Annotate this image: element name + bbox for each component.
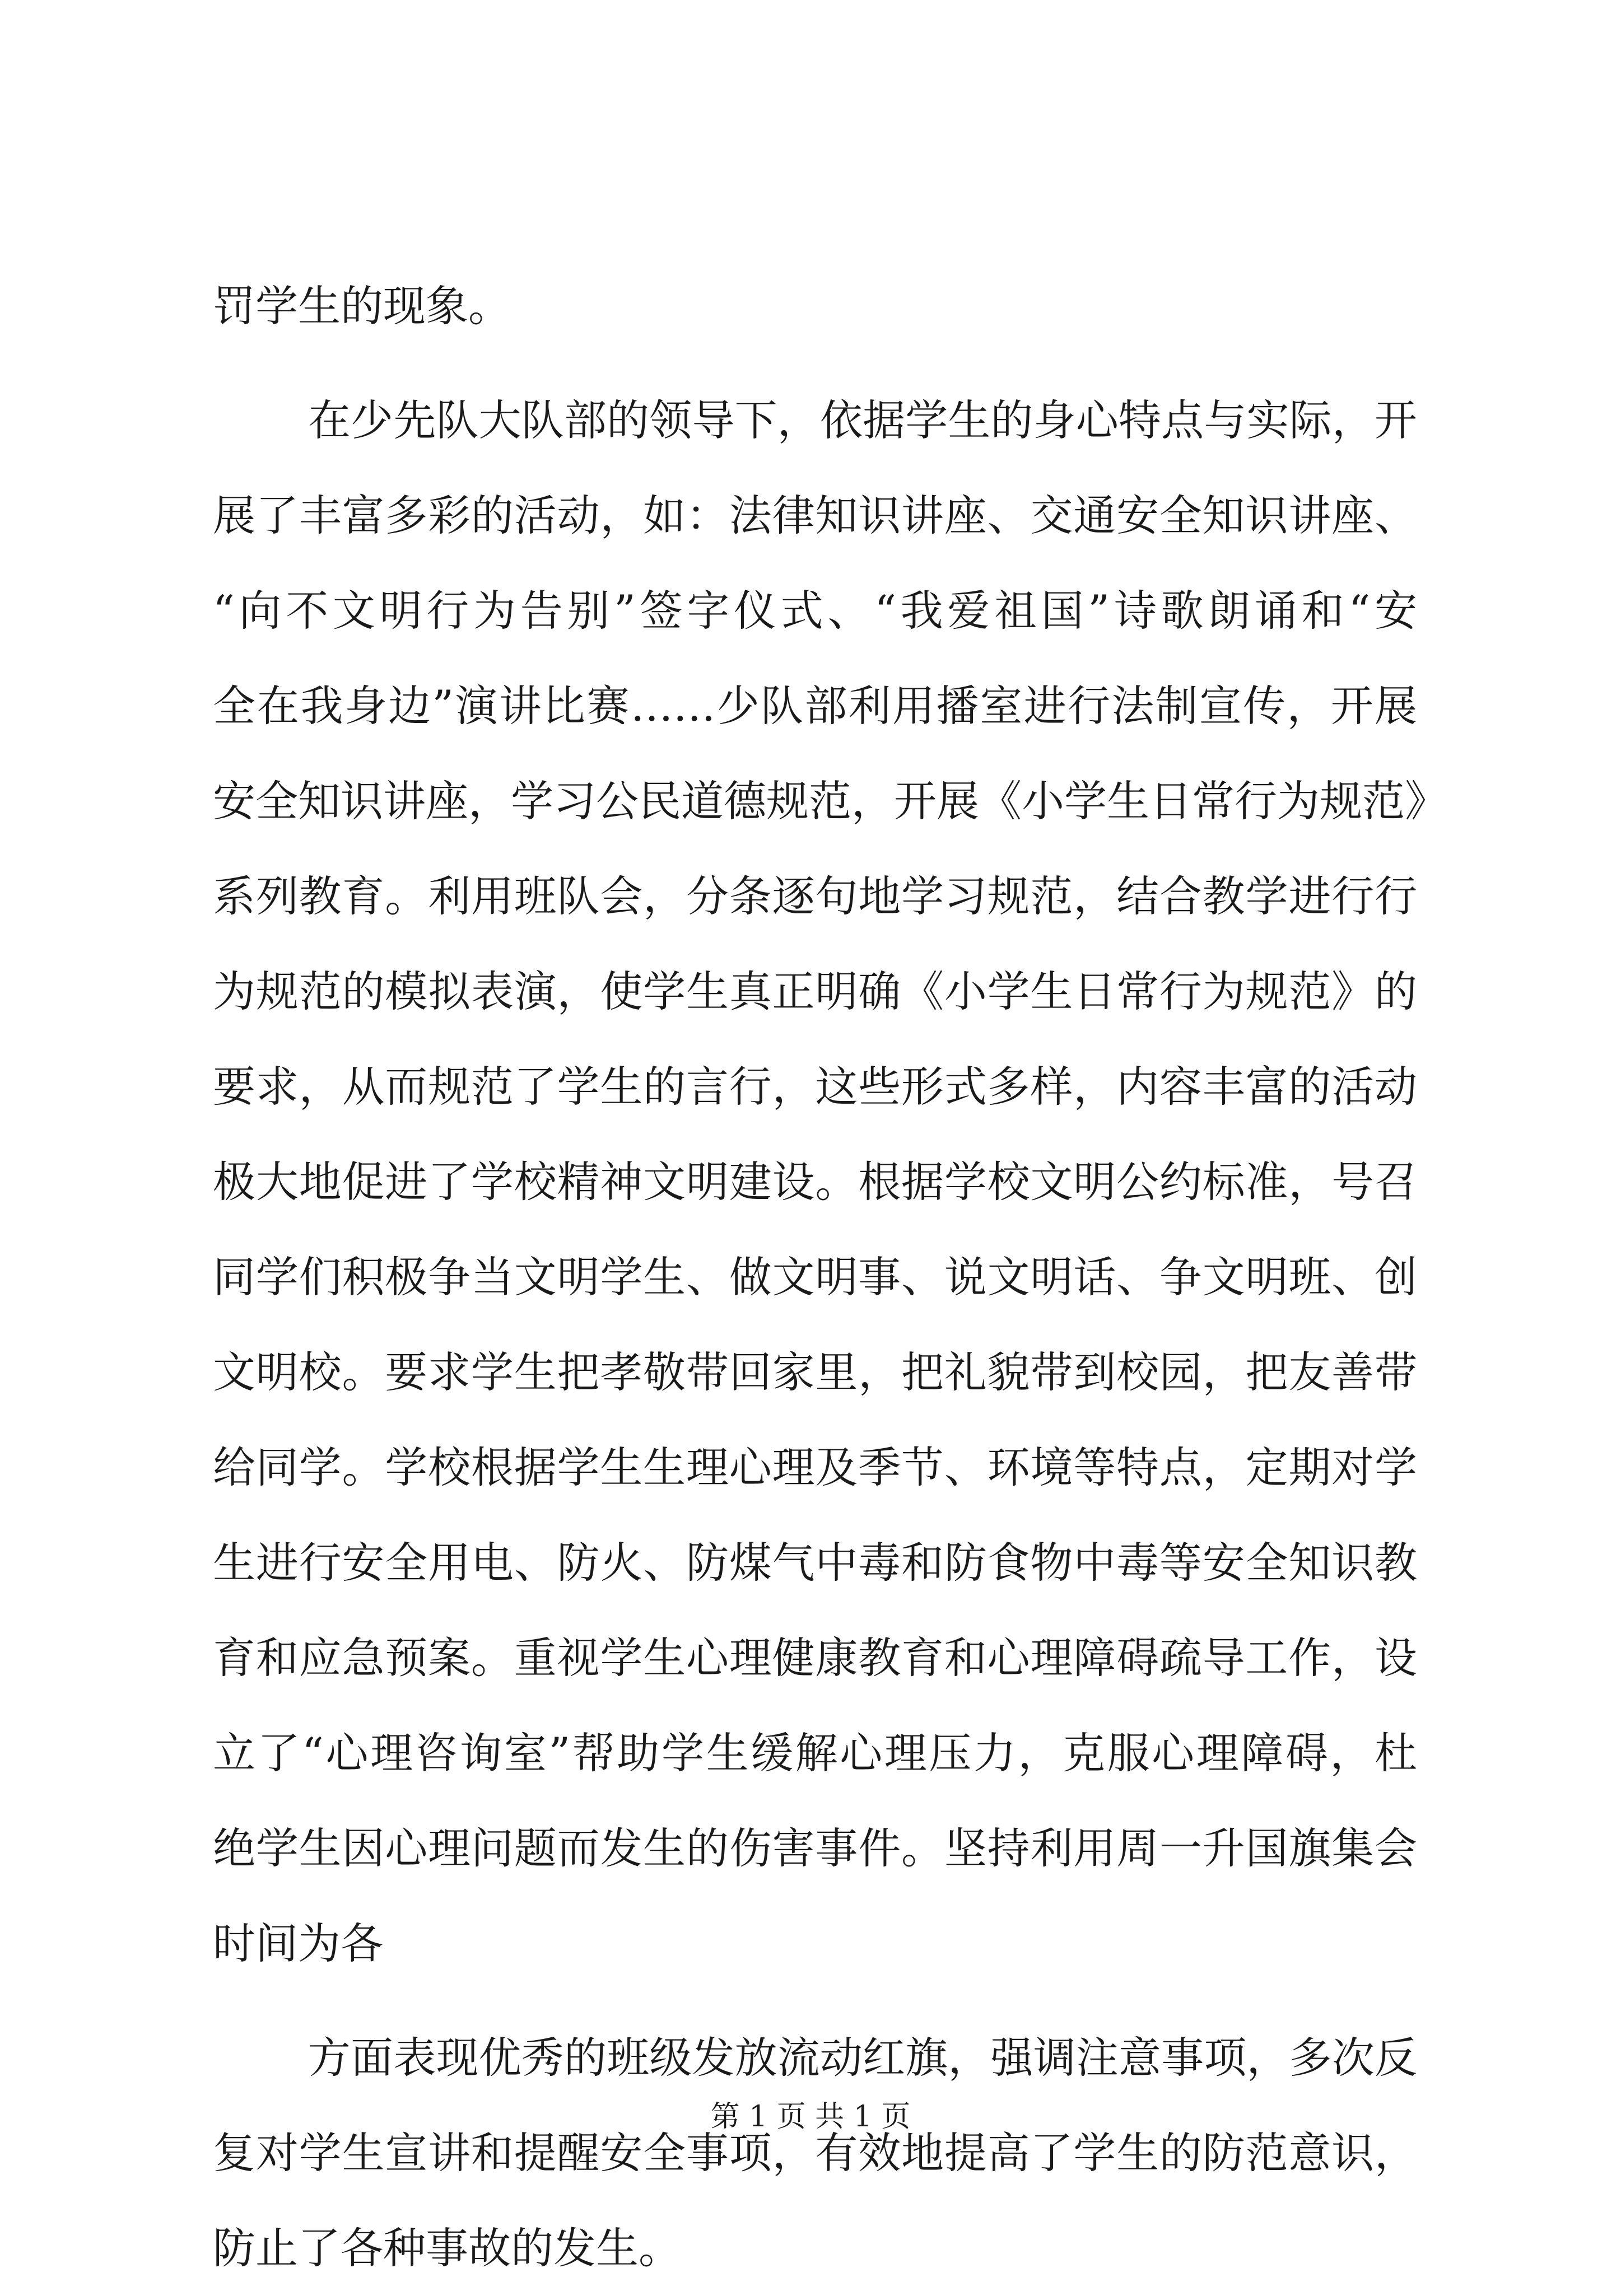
text-line: 全在我身边”演讲比赛……少队部利用播室进行法制宣传，开展 — [213, 681, 1417, 731]
text-line: 生进行安全用电、防火、防煤气中毒和防食物中毒等安全知识教 — [213, 1538, 1417, 1588]
text-line: 防止了各种事故的发生。 — [213, 2223, 681, 2273]
text-line: 育和应急预案。重视学生心理健康教育和心理障碍疏导工作，设 — [213, 1633, 1417, 1683]
text-line: 系列教育。利用班队会，分条逐句地学习规范，结合教学进行行 — [213, 871, 1417, 921]
text-line: 复对学生宣讲和提醒安全事项，有效地提高了学生的防范意识， — [213, 2128, 1417, 2178]
page-number-footer: 第 1 页 共 1 页 — [710, 2100, 911, 2134]
text-line: 立了“心理咨询室”帮助学生缓解心理压力，克服心理障碍，杜 — [213, 1728, 1417, 1778]
text-line: 文明校。要求学生把孝敬带回家里，把礼貌带到校园，把友善带 — [213, 1347, 1417, 1397]
text-line: 为规范的模拟表演，使学生真正明确《小学生日常行为规范》的 — [213, 967, 1417, 1016]
text-line: 绝学生因心理问题而发生的伤害事件。坚持利用周一升国旗集会 — [213, 1823, 1417, 1873]
text-line: 极大地促进了学校精神文明建设。根据学校文明公约标准，号召 — [213, 1157, 1417, 1207]
text-line: “向不文明行为告别”签字仪式、“我爱祖国”诗歌朗诵和“安 — [213, 586, 1417, 636]
paragraph-1 — [213, 259, 1417, 354]
text-line: 时间为各 — [213, 1919, 383, 1968]
text-line: 罚学生的现象。 — [213, 281, 511, 331]
text-line: 在少先队大队部的领导下，依据学生的身心特点与实际，开 — [308, 395, 1417, 445]
document-body — [213, 259, 1447, 2296]
paragraph-3 — [213, 2010, 1417, 2296]
text-line: 要求，从而规范了学生的言行，这些形式多样，内容丰富的活动 — [213, 1062, 1417, 1112]
text-line: 方面表现优秀的班级发放流动红旗，强调注意事项，多次反 — [308, 2033, 1417, 2083]
text-line: 给同学。学校根据学生生理心理及季节、环境等特点，定期对学 — [213, 1443, 1417, 1492]
paragraph-2 — [213, 373, 1447, 1991]
text-line: 同学们积极争当文明学生、做文明事、说文明话、争文明班、创 — [213, 1252, 1417, 1302]
text-line: 展了丰富多彩的活动，如：法律知识讲座、交通安全知识讲座、 — [213, 491, 1417, 540]
text-line: 安全知识讲座，学习公民道德规范，开展《小学生日常行为规范》 — [213, 776, 1447, 826]
